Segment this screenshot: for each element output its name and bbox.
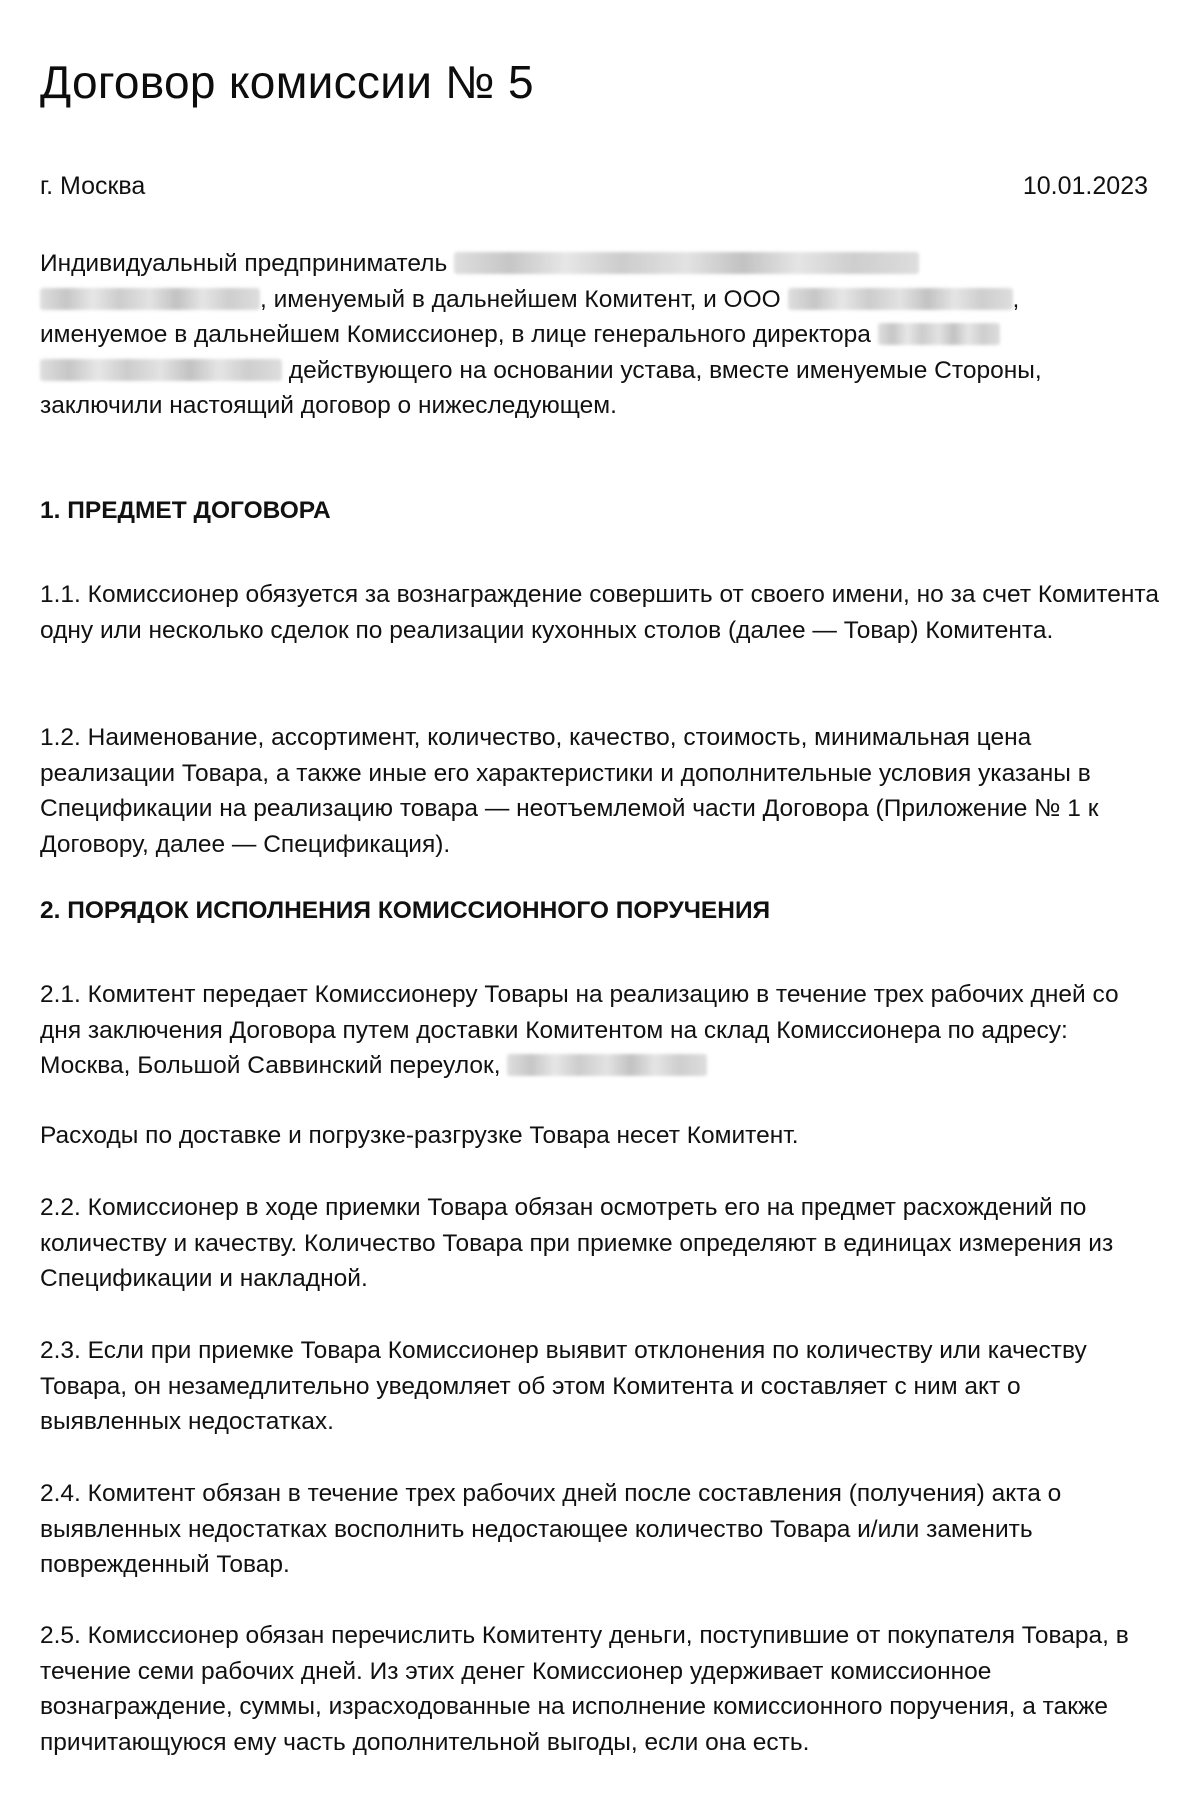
document-date: 10.01.2023	[1022, 172, 1148, 200]
clause-2-4: 2.4. Комитент обязан в течение трех рабочих дней после составления (получения) акта о выявленных недостатках восполнить недостающее количество Товара и/или заменить поврежденный Товар.	[40, 1480, 1062, 1578]
document-city: г. Москва	[40, 172, 146, 200]
section-heading: 1. ПРЕДМЕТ ДОГОВОРА	[40, 497, 331, 524]
delivery-costs-paragraph: Расходы по доставке и погрузке-разгрузке Товара несет Комитент.	[40, 1122, 799, 1149]
redacted-entrepreneur-name	[454, 252, 919, 274]
preamble-paragraph	[40, 246, 1160, 424]
preamble-text: , именуемый в дальнейшем Комитент, и ООО	[260, 285, 781, 313]
redacted-address-number	[507, 1054, 707, 1076]
clause-2-2: 2.2. Комиссионер в ходе приемки Товара обязан осмотреть его на предмет расхождений по количеству и качеству. Количество Товара при приемке определяют в единицах измерения из Спецификации и накладной.	[40, 1194, 1114, 1292]
preamble-text: Индивидуальный предприниматель	[40, 250, 448, 277]
redacted-director-name	[878, 323, 1000, 345]
preamble-text: ,	[1012, 285, 1020, 313]
clause-text: 2.1. Комитент передает Комиссионеру Товары на реализацию в течение трех рабочих дней со дня заключения Договора путем доставки Комитентом на склад Комиссионера по адресу: Москва, Большой Саввинский переулок,	[40, 981, 1119, 1079]
clause-2-3: 2.3. Если при приемке Товара Комиссионер выявит отклонения по количеству или качеству Товара, он незамедлительно уведомляет об этом Комитента и составляет с ним акт о выявленных недостатках.	[40, 1337, 1087, 1435]
section-heading: 2. ПОРЯДОК ИСПОЛНЕНИЯ КОМИССИОННОГО ПОРУЧЕНИЯ	[40, 897, 771, 924]
preamble-text: заключили настоящий договор о нижеследующем.	[40, 392, 617, 419]
clause-2-5: 2.5. Комиссионер обязан перечислить Комитенту деньги, поступившие от покупателя Товара, в течение семи рабочих дней. Из этих денег Комиссионер удерживает комиссионное вознаграждение, суммы, израсходованные на исполнение комиссионного поручения, а также причитающуюся ему часть дополнительной выгоды, если она есть.	[40, 1622, 1129, 1756]
clause-2-1	[40, 977, 1160, 1084]
document-title: Договор комиссии № 5	[40, 56, 534, 108]
preamble-text: именуемое в дальнейшем Комиссионер, в лице генерального директора	[40, 321, 871, 348]
clause-1-1: 1.1. Комиссионер обязуется за вознаграждение совершить от своего имени, но за счет Комитента одну или несколько сделок по реализации кухонных столов (далее — Товар) Комитента.	[40, 581, 1159, 644]
redacted-director-name-continued	[40, 359, 282, 381]
preamble-text: действующего на основании устава, вместе именуемые Стороны,	[282, 356, 1042, 384]
redacted-entrepreneur-id	[40, 288, 260, 310]
document-header	[40, 172, 1148, 201]
clause-1-2: 1.2. Наименование, ассортимент, количество, качество, стоимость, минимальная цена реализации Товара, а также иные его характеристики и дополнительные условия указаны в Спецификации на реализацию товара — неотъемлемой части Договора (Приложение № 1 к Договору, далее — Спецификация).	[40, 724, 1099, 858]
redacted-company-name	[788, 288, 1013, 310]
